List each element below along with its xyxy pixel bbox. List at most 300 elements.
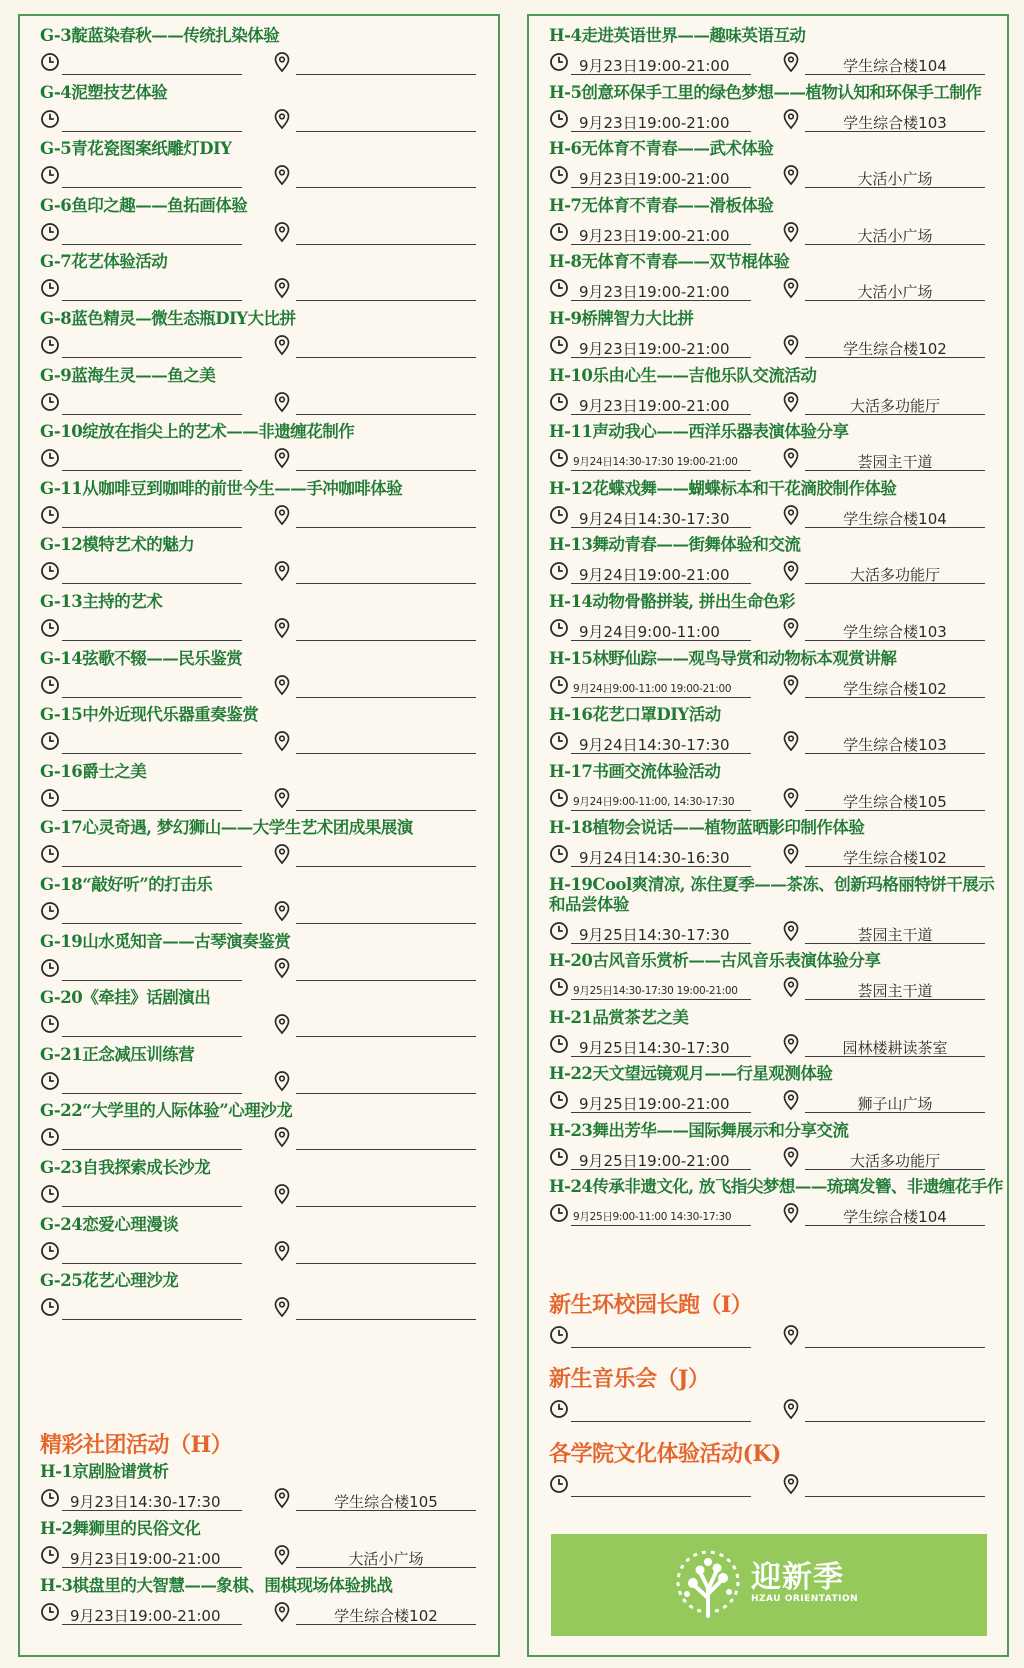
activity-entry-h8 [549, 252, 1009, 301]
time-field[interactable] [62, 906, 242, 924]
activity-entry-h13 [549, 535, 1009, 584]
time-field[interactable]: 9月25日19:00-21:00 [571, 1095, 751, 1113]
activity-title: G-18“敲好听”的打击乐 [40, 875, 213, 894]
left-column [18, 14, 500, 1657]
time-field[interactable]: 9月24日9:00-11:00, 14:30-17:30 [571, 793, 751, 811]
activity-fields [40, 391, 500, 415]
clock-icon [40, 730, 60, 752]
activity-entry-h16 [549, 705, 1009, 754]
location-field[interactable]: 大活多功能厅 [805, 397, 985, 415]
activity-title: H-18植物会说话——植物蓝晒影印制作体验 [549, 818, 865, 837]
clock-icon [40, 221, 60, 243]
activity-fields [40, 730, 500, 754]
activity-entry-h14 [549, 592, 1009, 641]
activity-title: G-21正念减压训练营 [40, 1045, 195, 1064]
location-field[interactable]: 狮子山广场 [805, 1095, 985, 1113]
location-pin-icon [272, 108, 292, 130]
location-pin-icon [272, 1601, 292, 1623]
location-pin-icon [781, 560, 801, 582]
location-field[interactable]: 大活小广场 [805, 227, 985, 245]
section-heading-h: 精彩社团活动（H） [40, 1432, 233, 1458]
clock-icon [549, 447, 569, 469]
location-field[interactable] [296, 114, 476, 132]
location-pin-icon [272, 560, 292, 582]
clock-icon [549, 1202, 569, 1224]
location-pin-icon [272, 1487, 292, 1509]
activity-entry-g-13 [40, 592, 500, 641]
activity-entry-h9 [549, 309, 1009, 358]
time-field[interactable]: 9月25日19:00-21:00 [571, 1152, 751, 1170]
location-field[interactable]: 学生综合楼104 [805, 57, 985, 75]
location-field[interactable]: 大活多功能厅 [805, 566, 985, 584]
clock-icon [549, 617, 569, 639]
location-pin-icon [272, 504, 292, 526]
section-heading-i: 新生环校园长跑（I） [549, 1292, 753, 1318]
location-field[interactable]: 学生综合楼103 [805, 736, 985, 754]
time-field[interactable]: 9月24日14:30-17:30 19:00-21:00 [571, 453, 751, 471]
time-field[interactable] [62, 1246, 242, 1264]
location-field[interactable] [805, 1330, 985, 1348]
activity-fields [549, 334, 1009, 358]
activity-title: G-5青花瓷图案纸雕灯DIY [40, 139, 232, 158]
location-pin-icon [781, 617, 801, 639]
activity-title: G-24恋爱心理漫谈 [40, 1215, 179, 1234]
location-field[interactable] [296, 510, 476, 528]
activity-title: H-16花艺口罩DIY活动 [549, 705, 721, 724]
activity-title: H-20古风音乐赏析——古风音乐表演体验分享 [549, 951, 881, 970]
time-field[interactable] [62, 57, 242, 75]
activity-title: H-13舞动青春——街舞体验和交流 [549, 535, 801, 554]
activity-entry-g-3 [40, 26, 500, 75]
clock-icon [40, 1183, 60, 1205]
time-field[interactable]: 9月23日19:00-21:00 [62, 1607, 242, 1625]
orientation-banner [551, 1534, 987, 1636]
location-field[interactable] [296, 793, 476, 811]
clock-icon [40, 277, 60, 299]
location-field[interactable]: 学生综合楼102 [296, 1607, 476, 1625]
right-column [527, 14, 1009, 1657]
time-field[interactable] [62, 283, 242, 301]
location-field[interactable]: 荟园主干道 [805, 982, 985, 1000]
clock-icon [549, 1089, 569, 1111]
time-field[interactable]: 9月25日14:30-17:30 19:00-21:00 [571, 982, 751, 1000]
activity-title: H-6无体育不青春——武术体验 [549, 139, 774, 158]
banner-title: 迎新季 [751, 1560, 844, 1595]
location-pin-icon [272, 900, 292, 922]
location-pin-icon [272, 221, 292, 243]
activity-title: H-8无体育不青春——双节棍体验 [549, 252, 790, 271]
clock-icon [40, 957, 60, 979]
clock-icon [40, 900, 60, 922]
activity-fields [549, 391, 1009, 415]
time-field[interactable] [62, 453, 242, 471]
time-field[interactable] [62, 963, 242, 981]
time-field[interactable] [62, 397, 242, 415]
location-field[interactable]: 荟园主干道 [805, 453, 985, 471]
activity-entry-h2 [40, 1519, 500, 1568]
time-field[interactable]: 9月23日19:00-21:00 [571, 114, 751, 132]
location-pin-icon [781, 976, 801, 998]
time-field[interactable] [62, 680, 242, 698]
time-field[interactable] [62, 623, 242, 641]
location-pin-icon [781, 1473, 801, 1495]
location-pin-icon [781, 51, 801, 73]
activity-fields [40, 164, 500, 188]
clock-icon [549, 976, 569, 998]
location-field[interactable]: 大活多功能厅 [805, 1152, 985, 1170]
activity-fields [549, 843, 1009, 867]
time-field[interactable] [62, 1076, 242, 1094]
location-pin-icon [781, 787, 801, 809]
time-field[interactable]: 9月24日19:00-21:00 [571, 566, 751, 584]
time-field[interactable] [62, 793, 242, 811]
activity-entry-g-15 [40, 705, 500, 754]
location-pin-icon [272, 447, 292, 469]
time-field[interactable]: 9月23日19:00-21:00 [571, 170, 751, 188]
activity-title: G-4泥塑技艺体验 [40, 83, 168, 102]
activity-entry-g-14 [40, 649, 500, 698]
location-field[interactable] [296, 1076, 476, 1094]
activity-fields [549, 1202, 1009, 1226]
location-field[interactable] [296, 397, 476, 415]
activity-fields [40, 1487, 500, 1511]
clock-icon [40, 108, 60, 130]
activity-fields [549, 504, 1009, 528]
activity-fields [40, 787, 500, 811]
location-pin-icon [781, 1146, 801, 1168]
location-pin-icon [781, 843, 801, 865]
time-field[interactable] [62, 1019, 242, 1037]
location-field[interactable] [296, 283, 476, 301]
time-field[interactable] [62, 566, 242, 584]
location-pin-icon [272, 730, 292, 752]
time-field[interactable]: 9月23日19:00-21:00 [571, 283, 751, 301]
activity-fields [40, 504, 500, 528]
time-field[interactable]: 9月23日19:00-21:00 [571, 397, 751, 415]
location-pin-icon [781, 221, 801, 243]
activity-fields [40, 560, 500, 584]
activity-fields [549, 560, 1009, 584]
activity-fields [549, 1324, 1009, 1348]
activity-fields [549, 787, 1009, 811]
time-field[interactable]: 9月24日14:30-17:30 [571, 510, 751, 528]
time-field[interactable]: 9月25日14:30-17:30 [571, 926, 751, 944]
activity-title: H-21品赏茶艺之美 [549, 1008, 689, 1027]
activity-title: H-24传承非遗文化, 放飞指尖梦想——琉璃发簪、非遗缠花手作 [549, 1177, 1003, 1196]
clock-icon [40, 560, 60, 582]
location-pin-icon [272, 1070, 292, 1092]
activity-entry-g-16 [40, 762, 500, 811]
time-field[interactable] [62, 114, 242, 132]
activity-title: G-11从咖啡豆到咖啡的前世今生——手冲咖啡体验 [40, 479, 403, 498]
clock-icon [40, 334, 60, 356]
activity-fields [40, 1240, 500, 1264]
activity-title: H-17书画交流体验活动 [549, 762, 721, 781]
clock-icon [549, 787, 569, 809]
time-field[interactable] [571, 1404, 751, 1422]
time-field[interactable]: 9月23日19:00-21:00 [571, 340, 751, 358]
location-pin-icon [781, 1324, 801, 1346]
location-pin-icon [272, 1544, 292, 1566]
location-pin-icon [272, 843, 292, 865]
location-field[interactable]: 学生综合楼103 [805, 114, 985, 132]
location-pin-icon [781, 920, 801, 942]
clock-icon [40, 617, 60, 639]
activity-entry-g-9 [40, 366, 500, 415]
location-field[interactable] [296, 566, 476, 584]
activity-fields [40, 843, 500, 867]
clock-icon [40, 1013, 60, 1035]
location-field[interactable]: 园林楼耕读茶室 [805, 1039, 985, 1057]
location-pin-icon [272, 51, 292, 73]
location-field[interactable]: 荟园主干道 [805, 926, 985, 944]
banner-subtitle: HZAU ORIENTATION [751, 1594, 859, 1604]
activity-title: G-20《牵挂》话剧演出 [40, 988, 211, 1007]
clock-icon [40, 164, 60, 186]
activity-fields [40, 221, 500, 245]
time-field[interactable]: 9月25日14:30-17:30 [571, 1039, 751, 1057]
clock-icon [40, 787, 60, 809]
location-pin-icon [781, 504, 801, 526]
location-pin-icon [781, 1398, 801, 1420]
clock-icon [549, 277, 569, 299]
activity-entry-h12 [549, 479, 1009, 528]
activity-title: H-4走进英语世界——趣味英语互动 [549, 26, 806, 45]
activity-entry-h15 [549, 649, 1009, 698]
activity-entry-h1 [40, 1462, 500, 1511]
location-field[interactable]: 大活小广场 [805, 283, 985, 301]
clock-icon [549, 1473, 569, 1495]
time-field[interactable] [62, 1302, 242, 1320]
clock-icon [40, 1487, 60, 1509]
location-field[interactable] [296, 963, 476, 981]
activity-entry-h17 [549, 762, 1009, 811]
activity-fields [40, 334, 500, 358]
time-field[interactable]: 9月24日9:00-11:00 [571, 623, 751, 641]
activity-entry-h21 [549, 1008, 1009, 1057]
clock-icon [549, 1146, 569, 1168]
location-field[interactable]: 学生综合楼102 [805, 849, 985, 867]
location-pin-icon [781, 277, 801, 299]
activity-fields [549, 1089, 1009, 1113]
activity-title: G-7花艺体验活动 [40, 252, 168, 271]
location-field[interactable] [296, 453, 476, 471]
time-field[interactable]: 9月23日14:30-17:30 [62, 1493, 242, 1511]
location-field[interactable]: 学生综合楼104 [805, 510, 985, 528]
activity-entry-g-7 [40, 252, 500, 301]
activity-fields [549, 920, 1009, 944]
clock-icon [40, 1240, 60, 1262]
activity-fields [40, 51, 500, 75]
activity-entry-g-22 [40, 1101, 500, 1150]
activity-title: G-25花艺心理沙龙 [40, 1271, 179, 1290]
activity-entry-g-10 [40, 422, 500, 471]
location-field[interactable] [296, 849, 476, 867]
activity-fields [549, 976, 1009, 1000]
location-field[interactable] [296, 623, 476, 641]
location-pin-icon [781, 164, 801, 186]
location-pin-icon [272, 1183, 292, 1205]
time-field[interactable] [62, 227, 242, 245]
clock-icon [40, 391, 60, 413]
location-pin-icon [781, 1033, 801, 1055]
activity-title: G-15中外近现代乐器重奏鉴赏 [40, 705, 259, 724]
location-field[interactable]: 学生综合楼102 [805, 680, 985, 698]
time-field[interactable]: 9月23日19:00-21:00 [62, 1550, 242, 1568]
location-field[interactable]: 学生综合楼105 [296, 1493, 476, 1511]
activity-fields [40, 277, 500, 301]
location-field[interactable] [296, 340, 476, 358]
activity-entry-h20 [549, 951, 1009, 1000]
activity-fields [40, 1070, 500, 1094]
time-field[interactable] [571, 1479, 751, 1497]
location-field[interactable]: 学生综合楼104 [805, 1208, 985, 1226]
section-heading-j: 新生音乐会（J） [549, 1366, 710, 1392]
clock-icon [40, 1070, 60, 1092]
time-field[interactable]: 9月24日9:00-11:00 19:00-21:00 [571, 680, 751, 698]
location-field[interactable] [296, 1189, 476, 1207]
activity-entry-g-20 [40, 988, 500, 1037]
clock-icon [40, 1601, 60, 1623]
time-field[interactable]: 9月23日19:00-21:00 [571, 57, 751, 75]
tree-logo-icon [671, 1548, 745, 1622]
activity-fields [40, 447, 500, 471]
activity-title: G-13主持的艺术 [40, 592, 163, 611]
time-field[interactable] [62, 736, 242, 754]
location-field[interactable] [296, 1019, 476, 1037]
activity-entry-g-18 [40, 875, 500, 924]
activity-entry-h7 [549, 196, 1009, 245]
activity-entry-h22 [549, 1064, 1009, 1113]
clock-icon [549, 164, 569, 186]
activity-entry-g-5 [40, 139, 500, 188]
activity-entry-h5 [549, 83, 1009, 132]
clock-icon [549, 1033, 569, 1055]
activity-entry-g-4 [40, 83, 500, 132]
location-field[interactable] [296, 736, 476, 754]
activity-entry-h4 [549, 26, 1009, 75]
activity-entry-g-25 [40, 1271, 500, 1320]
activity-fields [549, 164, 1009, 188]
activity-title: H-12花蝶戏舞——蝴蝶标本和干花滴胶制作体验 [549, 479, 897, 498]
location-pin-icon [272, 1296, 292, 1318]
clock-icon [549, 51, 569, 73]
banner-logo-group [671, 1548, 871, 1622]
activity-entry-g-6 [40, 196, 500, 245]
activity-title: H-15林野仙踪——观鸟导赏和动物标本观赏讲解 [549, 649, 897, 668]
location-field[interactable] [296, 1132, 476, 1150]
location-field[interactable] [805, 1479, 985, 1497]
activity-title: H-11声动我心——西洋乐器表演体验分享 [549, 422, 849, 441]
clock-icon [549, 1324, 569, 1346]
location-field[interactable] [296, 57, 476, 75]
location-field[interactable] [296, 227, 476, 245]
location-pin-icon [781, 447, 801, 469]
activity-title: G-23自我探索成长沙龙 [40, 1158, 211, 1177]
clock-icon [549, 560, 569, 582]
clock-icon [40, 1296, 60, 1318]
activity-entry-g-19 [40, 932, 500, 981]
location-pin-icon [272, 1013, 292, 1035]
location-field[interactable]: 学生综合楼102 [805, 340, 985, 358]
time-field[interactable] [62, 170, 242, 188]
location-field[interactable] [296, 1246, 476, 1264]
section-fields-i [549, 1324, 1009, 1348]
activity-fields [549, 1473, 1009, 1497]
activity-entry-h19 [549, 875, 1009, 944]
activity-fields [549, 277, 1009, 301]
clock-icon [40, 504, 60, 526]
location-pin-icon [272, 787, 292, 809]
location-field[interactable] [296, 680, 476, 698]
location-pin-icon [272, 334, 292, 356]
time-field[interactable]: 9月24日14:30-17:30 [571, 736, 751, 754]
clock-icon [40, 1544, 60, 1566]
activity-fields [40, 900, 500, 924]
activity-fields [40, 617, 500, 641]
activity-title: H-14动物骨骼拼装, 拼出生命色彩 [549, 592, 795, 611]
clock-icon [549, 1398, 569, 1420]
location-field[interactable]: 学生综合楼103 [805, 623, 985, 641]
activity-entry-h6 [549, 139, 1009, 188]
location-field[interactable] [296, 906, 476, 924]
time-field[interactable] [571, 1330, 751, 1348]
activity-title: G-9蓝海生灵——鱼之美 [40, 366, 216, 385]
time-field[interactable] [62, 849, 242, 867]
time-field[interactable]: 9月25日9:00-11:00 14:30-17:30 [571, 1208, 751, 1226]
location-field[interactable] [296, 1302, 476, 1320]
activity-title: H-10乐由心生——吉他乐队交流活动 [549, 366, 817, 385]
time-field[interactable] [62, 510, 242, 528]
activity-title: H-23舞出芳华——国际舞展示和分享交流 [549, 1121, 849, 1140]
activity-fields [549, 447, 1009, 471]
activity-title: H-2舞狮里的民俗文化 [40, 1519, 201, 1538]
clock-icon [549, 221, 569, 243]
activity-title: H-5创意环保手工里的绿色梦想——植物认知和环保手工制作 [549, 83, 982, 102]
location-pin-icon [781, 391, 801, 413]
location-field[interactable]: 大活小广场 [805, 170, 985, 188]
activity-fields [40, 1544, 500, 1568]
activity-entry-g-24 [40, 1215, 500, 1264]
location-pin-icon [272, 957, 292, 979]
location-field[interactable] [805, 1404, 985, 1422]
activity-fields [40, 108, 500, 132]
activity-fields [549, 730, 1009, 754]
activity-fields [549, 108, 1009, 132]
activity-entry-g-23 [40, 1158, 500, 1207]
activity-fields [40, 1296, 500, 1320]
activity-entry-g-17 [40, 818, 500, 867]
time-field[interactable]: 9月23日19:00-21:00 [571, 227, 751, 245]
location-field[interactable]: 学生综合楼105 [805, 793, 985, 811]
activity-fields [40, 674, 500, 698]
clock-icon [549, 730, 569, 752]
activity-entry-g-11 [40, 479, 500, 528]
activity-fields [549, 221, 1009, 245]
activity-fields [40, 1013, 500, 1037]
activity-title: H-1京剧脸谱赏析 [40, 1462, 169, 1481]
time-field[interactable] [62, 340, 242, 358]
time-field[interactable] [62, 1132, 242, 1150]
location-field[interactable]: 大活小广场 [296, 1550, 476, 1568]
location-field[interactable] [296, 170, 476, 188]
clock-icon [40, 1126, 60, 1148]
activity-fields [40, 1601, 500, 1625]
time-field[interactable] [62, 1189, 242, 1207]
location-pin-icon [272, 674, 292, 696]
time-field[interactable]: 9月24日14:30-16:30 [571, 849, 751, 867]
location-pin-icon [272, 164, 292, 186]
